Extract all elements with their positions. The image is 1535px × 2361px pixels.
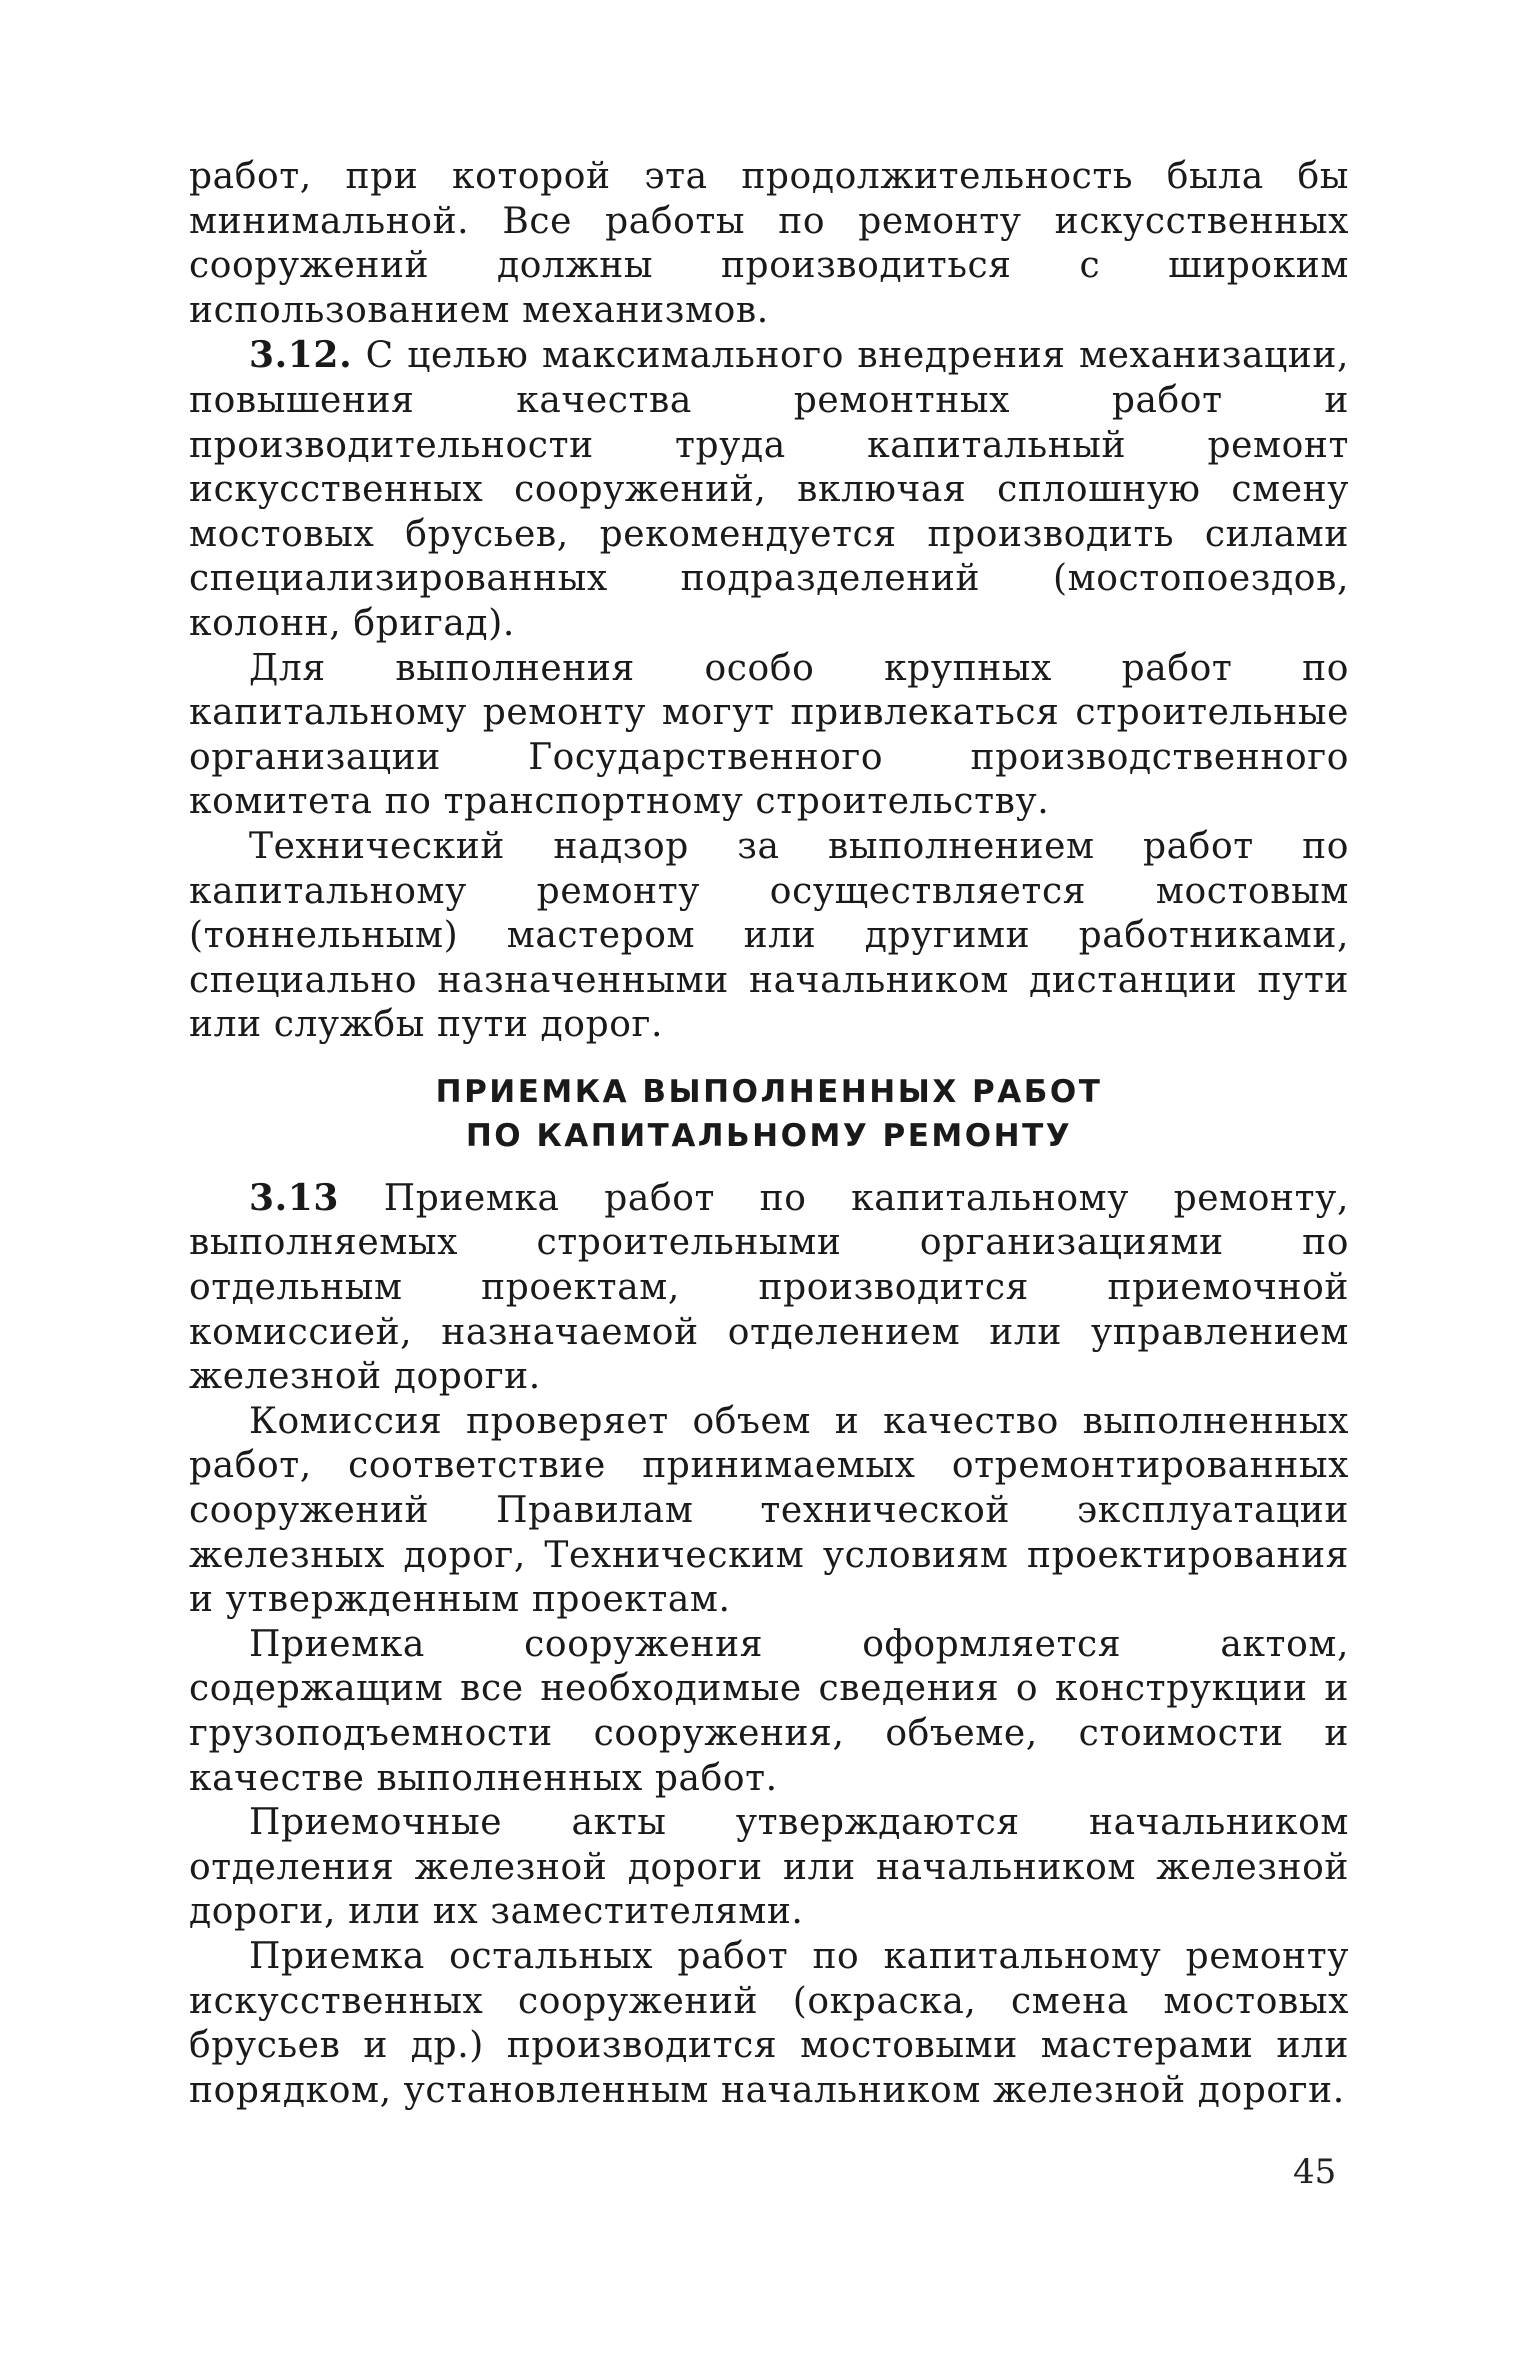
section-heading (189, 1070, 1349, 1158)
paragraph-text: Приемка остальных работ по капитальному ремонту искусственных сооружений (окраска, смена мостовых брусьев и др.) производится мостовыми мастерами или порядком, установленным начальником железной дороги. (189, 1935, 1349, 2111)
paragraph-text: Приемка сооружения оформляется актом, содержащим все необходимые сведения о конструкции и грузоподъемности сооружения, объеме, стоимости и качестве выполненных работ. (189, 1623, 1349, 1799)
paragraph (189, 1801, 1349, 1935)
paragraph-continuation (189, 155, 1349, 333)
paragraph (189, 1935, 1349, 2113)
paragraph (189, 825, 1349, 1048)
paragraph-text: Приемочные акты утверждаются начальником отделения железной дороги или начальником железной дороги, или их заместителями. (189, 1802, 1349, 1933)
paragraph-text: работ, при которой эта продолжительность была бы минимальной. Все работы по ремонту искусственных сооружений должны производиться с широким использованием механизмов. (189, 156, 1349, 331)
paragraph-text: Для выполнения особо крупных работ по капитальному ремонту могут привлекаться строительные организации Государственного производственного комитета по транспортному строительству. (189, 647, 1349, 823)
section-number: 3.12. (249, 334, 353, 377)
paragraph (189, 647, 1349, 825)
paragraph-text: Комиссия проверяет объем и качество выполненных работ, соответствие принимаемых отремонтированных сооружений Правилам технической эксплуатации железных дорог, Техническим условиям проектирования и утвержденным проектам. (189, 1400, 1349, 1621)
text-column (189, 155, 1349, 2113)
paragraph-3-12 (189, 333, 1349, 646)
paragraph-text: Приемка работ по капитальному ремонту, выполняемых строительными организациями по отдельным проектам, производится приемочной комиссией, назначаемой отделением или управлением железной дороги. (189, 1177, 1349, 1398)
paragraph-text: С целью максимального внедрения механизации, повышения качества ремонтных работ и производительности труда капитальный ремонт искусственных сооружений, включая сплошную смену мостовых брусьев, рекомендуется производить силами специализированных подразделений (мостопоездов, колонн, бригад). (189, 335, 1349, 644)
paragraph-3-13 (189, 1176, 1349, 1400)
page-number: 45 (1293, 2152, 1337, 2192)
section-number: 3.13 (249, 1176, 340, 1219)
paragraph (189, 1400, 1349, 1623)
section-heading-line: ПРИЕМКА ВЫПОЛНЕННЫХ РАБОТ (435, 1073, 1103, 1110)
section-heading-line: ПО КАПИТАЛЬНОМУ РЕМОНТУ (465, 1117, 1073, 1154)
paragraph-text: Технический надзор за выполнением работ по капитальному ремонту осуществляется мостовым (тоннельным) мастером или другими работниками, специально назначенными начальником дистанции пути или службы пути дорог. (189, 825, 1349, 1046)
paragraph (189, 1623, 1349, 1801)
